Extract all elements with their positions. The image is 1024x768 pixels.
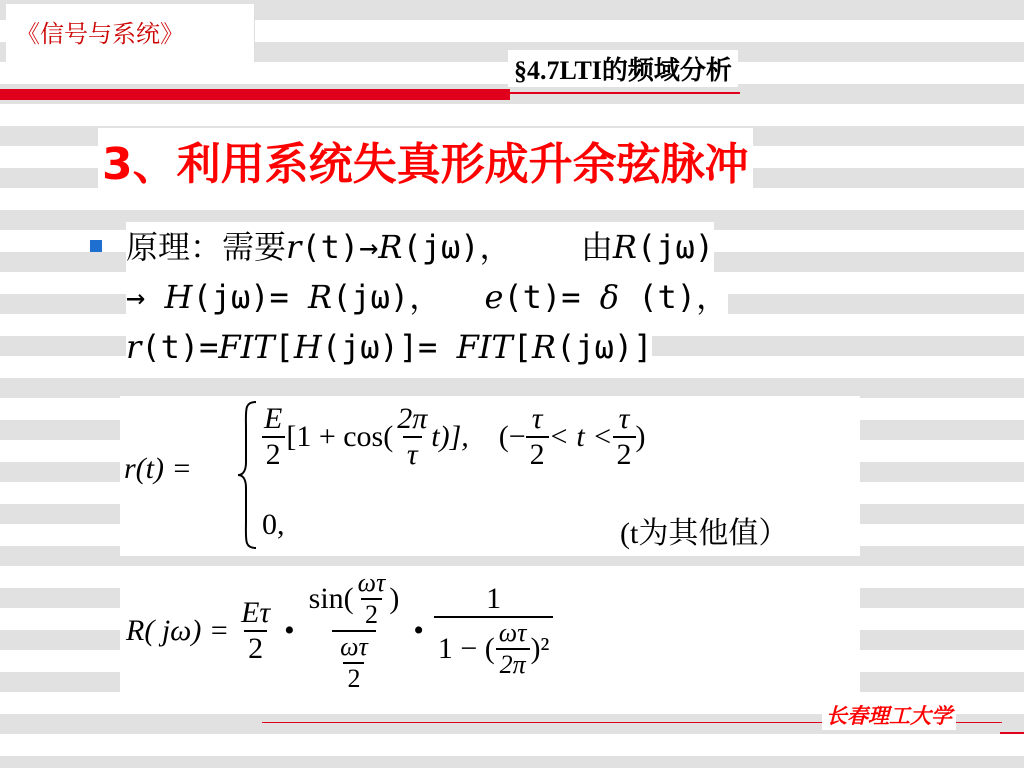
formula-raised-cosine xyxy=(120,396,860,556)
course-header-box xyxy=(6,4,255,62)
bullet-line-1 xyxy=(126,222,714,272)
text-condition-close: ) xyxy=(635,420,646,453)
symbol-H: H xyxy=(164,278,193,316)
text-bracket: [ xyxy=(512,328,533,366)
text-t-arrow: (t)→ xyxy=(301,228,379,266)
fraction-wt-over-2pi xyxy=(495,618,531,680)
symbol-tau: τ xyxy=(531,402,543,435)
text-jw: (jω)] xyxy=(556,328,653,366)
symbol-FIT: FIT xyxy=(456,328,513,366)
text-jw: (jω) xyxy=(636,228,714,266)
slide-heading: 3、利用系统失真形成升余弦脉冲 xyxy=(98,128,753,192)
symbol-tau: τ xyxy=(618,402,630,435)
multiply-dot: • xyxy=(284,614,295,647)
formula-case-2-value: 0, xyxy=(262,508,285,541)
symbol-delta: δ xyxy=(599,278,619,316)
number-2: 2 xyxy=(343,662,364,694)
bullet-line-2 xyxy=(126,272,728,322)
symbol-2pi: 2π xyxy=(496,648,530,680)
text-t-eq: (t)= xyxy=(141,328,219,366)
text-cos-close: t)], xyxy=(431,420,469,453)
symbol-R: R xyxy=(532,328,557,366)
text-t: (t)， xyxy=(619,278,729,316)
number-2: 2 xyxy=(526,436,549,472)
symbol-H: H xyxy=(293,328,322,366)
symbol-tau: τ xyxy=(403,436,422,472)
footer-red-line-short xyxy=(1000,732,1024,734)
symbol-r: r xyxy=(126,328,142,366)
formula-spectrum xyxy=(120,566,860,696)
symbol-omega-tau: ωτ xyxy=(357,568,386,597)
text-condition-open: (− xyxy=(498,420,526,453)
section-title: §4.7LTI的频域分析 xyxy=(508,50,738,87)
text-sin-close: ) xyxy=(389,582,400,615)
text-principle-need: 原理：需要 xyxy=(126,228,287,266)
arrow-symbol: → xyxy=(126,278,165,316)
fraction-tau-over-2 xyxy=(526,402,549,472)
header-red-line xyxy=(510,92,740,94)
fraction-tau-over-2 xyxy=(613,402,636,472)
text-jw-eq: (jω)= xyxy=(192,278,309,316)
symbol-2pi: 2π xyxy=(397,402,428,435)
number-1: 1 xyxy=(486,582,502,615)
text-squared: )² xyxy=(530,632,550,665)
text-cos-open: [1 + cos( xyxy=(286,420,394,453)
fraction-wt-over-2 xyxy=(336,632,372,694)
formula-case-2-condition: (t为其他值） xyxy=(620,517,789,550)
sinc-denominator xyxy=(332,630,376,694)
symbol-R: R xyxy=(378,228,403,266)
fraction-wt-over-2 xyxy=(354,568,390,630)
text-t-eq: (t)= xyxy=(503,278,600,316)
text-bracket: [ xyxy=(274,328,294,366)
text-one-minus: 1 − ( xyxy=(437,632,495,665)
number-2: 2 xyxy=(613,436,636,472)
bullet-marker xyxy=(90,240,102,252)
symbol-omega-tau: ωτ xyxy=(340,632,368,661)
sinc-numerator xyxy=(305,568,404,630)
number-2: 2 xyxy=(361,598,382,630)
symbol-e: e xyxy=(484,278,504,316)
text-jw-eq: (jω)]= xyxy=(321,328,457,366)
formula-lhs: r(t) = xyxy=(124,452,192,485)
fraction-Etau-over-2 xyxy=(237,596,274,666)
symbol-R: R xyxy=(308,278,333,316)
fraction-2pi-over-tau xyxy=(393,402,431,472)
symbol-omega-tau: ωτ xyxy=(498,618,527,647)
symbol-R: R xyxy=(612,228,637,266)
symbol-Etau: Eτ xyxy=(241,596,271,629)
text-jw: (jω)， xyxy=(402,228,512,266)
symbol-E: E xyxy=(264,402,283,435)
fraction-E-over-2 xyxy=(260,402,286,472)
text-sin-open: sin( xyxy=(308,582,354,615)
formula-case-1 xyxy=(260,402,646,472)
multiply-dot: • xyxy=(413,614,424,647)
fraction-sinc xyxy=(305,568,404,694)
text-less-than-t: < t < xyxy=(548,420,613,453)
formula-lhs: R( jω) = xyxy=(126,614,230,647)
number-2: 2 xyxy=(244,630,267,666)
symbol-r: r xyxy=(286,228,302,266)
fraction-correction xyxy=(434,582,554,680)
text-by: 由 xyxy=(580,228,613,266)
left-brace-icon xyxy=(236,400,258,550)
text-jw: (jω)， xyxy=(332,278,442,316)
number-2: 2 xyxy=(262,436,285,472)
university-name: 长春理工大学 xyxy=(822,700,956,730)
header-red-bar xyxy=(0,89,510,100)
symbol-FIT: FIT xyxy=(218,328,275,366)
course-title: 《信号与系统》 xyxy=(16,20,184,48)
correction-denominator xyxy=(434,616,554,680)
bullet-line-3 xyxy=(126,322,652,372)
